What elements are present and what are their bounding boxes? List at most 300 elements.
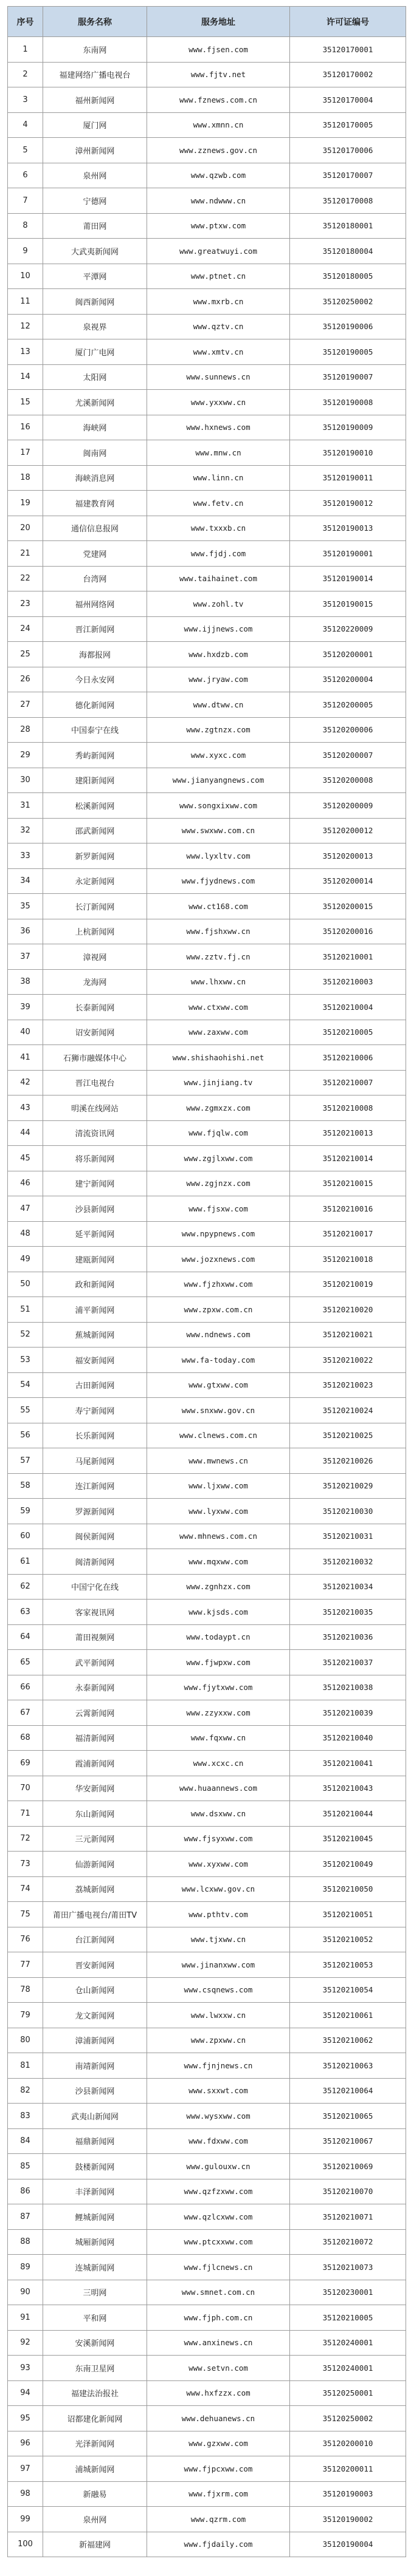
table-row xyxy=(8,1499,406,1524)
cell-license-no: 35120190009 xyxy=(290,415,406,440)
cell-service-name: 建瓯新闻网 xyxy=(43,1247,147,1272)
cell-license-no: 35120170007 xyxy=(290,163,406,188)
cell-service-url: www.fqxww.cn xyxy=(147,1725,290,1751)
cell-license-no: 35120190003 xyxy=(290,2481,406,2507)
cell-license-no: 35120210072 xyxy=(290,2229,406,2255)
cell-service-name: 东南卫星网 xyxy=(43,2356,147,2381)
cell-no: 23 xyxy=(8,591,43,617)
cell-service-name: 平潭网 xyxy=(43,264,147,289)
cell-no: 39 xyxy=(8,995,43,1020)
cell-license-no: 35120210041 xyxy=(290,1751,406,1776)
cell-service-url: www.zpxww.cn xyxy=(147,2028,290,2053)
table-row xyxy=(8,1095,406,1121)
table-row xyxy=(8,692,406,718)
cell-no: 76 xyxy=(8,1927,43,1952)
table-row xyxy=(8,1876,406,1902)
cell-license-no: 35120210039 xyxy=(290,1700,406,1726)
cell-no: 16 xyxy=(8,415,43,440)
cell-no: 73 xyxy=(8,1852,43,1877)
cell-service-name: 海峡网 xyxy=(43,415,147,440)
cell-service-url: www.txxxb.cn xyxy=(147,516,290,541)
table-row xyxy=(8,843,406,869)
cell-service-url: www.gtxww.com xyxy=(147,1372,290,1398)
cell-no: 66 xyxy=(8,1675,43,1700)
cell-service-name: 台湾网 xyxy=(43,566,147,591)
table-row xyxy=(8,2406,406,2431)
cell-service-name: 莆田视频网 xyxy=(43,1624,147,1650)
cell-no: 93 xyxy=(8,2356,43,2381)
cell-license-no: 35120200009 xyxy=(290,793,406,819)
cell-no: 6 xyxy=(8,163,43,188)
cell-service-url: www.linn.cn xyxy=(147,465,290,491)
cell-license-no: 35120190002 xyxy=(290,2507,406,2532)
cell-license-no: 35120210024 xyxy=(290,1398,406,1423)
cell-service-url: www.qzfzxww.com xyxy=(147,2179,290,2204)
cell-license-no: 35120190005 xyxy=(290,339,406,365)
cell-no: 21 xyxy=(8,541,43,567)
cell-service-name: 莆田网 xyxy=(43,213,147,239)
cell-service-name: 马尾新闻网 xyxy=(43,1448,147,1474)
table-row xyxy=(8,1322,406,1348)
cell-no: 63 xyxy=(8,1600,43,1625)
table-row xyxy=(8,1549,406,1575)
cell-license-no: 35120210037 xyxy=(290,1650,406,1675)
cell-service-name: 寿宁新闻网 xyxy=(43,1398,147,1423)
cell-service-url: www.zpxw.com.cn xyxy=(147,1297,290,1323)
cell-license-no: 35120170001 xyxy=(290,37,406,63)
cell-no: 24 xyxy=(8,616,43,642)
cell-license-no: 35120210062 xyxy=(290,2028,406,2053)
cell-license-no: 35120180005 xyxy=(290,264,406,289)
cell-service-name: 漳浦新闻网 xyxy=(43,2028,147,2053)
cell-service-url: www.hxdzb.com xyxy=(147,642,290,667)
table-row xyxy=(8,2356,406,2381)
cell-license-no: 35120210026 xyxy=(290,1448,406,1474)
table-row xyxy=(8,2179,406,2204)
cell-service-url: www.sxxwt.com xyxy=(147,2078,290,2104)
cell-service-url: www.xcxc.cn xyxy=(147,1751,290,1776)
cell-service-url: www.qzlcxww.com xyxy=(147,2204,290,2230)
cell-service-url: www.qzrm.com xyxy=(147,2507,290,2532)
cell-service-name: 荔城新闻网 xyxy=(43,1876,147,1902)
table-row xyxy=(8,1448,406,1474)
table-row xyxy=(8,1146,406,1171)
table-row xyxy=(8,2431,406,2456)
cell-no: 55 xyxy=(8,1398,43,1423)
cell-license-no: 35120210023 xyxy=(290,1372,406,1398)
cell-no: 58 xyxy=(8,1473,43,1499)
cell-license-no: 35120210022 xyxy=(290,1348,406,1373)
cell-service-url: www.ct168.com xyxy=(147,894,290,919)
cell-service-name: 新融易 xyxy=(43,2481,147,2507)
table-row xyxy=(8,1221,406,1247)
cell-service-url: www.zgjnzx.com xyxy=(147,1171,290,1196)
cell-service-url: www.fjnjnews.cn xyxy=(147,2053,290,2079)
table-row xyxy=(8,1700,406,1726)
cell-service-name: 福清新闻网 xyxy=(43,1725,147,1751)
cell-license-no: 35120210061 xyxy=(290,2003,406,2028)
table-row xyxy=(8,112,406,138)
cell-no: 51 xyxy=(8,1297,43,1323)
table-row xyxy=(8,1927,406,1952)
cell-license-no: 35120190012 xyxy=(290,491,406,516)
cell-service-name: 三元新闻网 xyxy=(43,1826,147,1852)
cell-service-name: 南靖新闻网 xyxy=(43,2053,147,2079)
cell-license-no: 35120200014 xyxy=(290,868,406,894)
cell-service-name: 延平新闻网 xyxy=(43,1221,147,1247)
table-row xyxy=(8,2330,406,2356)
cell-service-url: www.zznews.gov.cn xyxy=(147,138,290,163)
cell-no: 35 xyxy=(8,894,43,919)
cell-service-name: 新罗新闻网 xyxy=(43,843,147,869)
cell-service-url: www.fjytxww.com xyxy=(147,1675,290,1700)
cell-service-url: www.fa-today.com xyxy=(147,1348,290,1373)
cell-service-url: www.ndnews.com xyxy=(147,1322,290,1348)
cell-no: 36 xyxy=(8,919,43,944)
cell-service-url: www.ndwww.cn xyxy=(147,188,290,214)
cell-no: 67 xyxy=(8,1700,43,1726)
cell-service-url: www.fjpcxww.com xyxy=(147,2456,290,2482)
table-row xyxy=(8,642,406,667)
table-row xyxy=(8,1247,406,1272)
cell-license-no: 35120210018 xyxy=(290,1247,406,1272)
cell-service-name: 清流资讯网 xyxy=(43,1120,147,1146)
cell-license-no: 35120210006 xyxy=(290,1045,406,1071)
cell-no: 99 xyxy=(8,2507,43,2532)
cell-license-no: 35120240001 xyxy=(290,2356,406,2381)
cell-service-name: 福建法治报社 xyxy=(43,2380,147,2406)
cell-service-name: 厦门网 xyxy=(43,112,147,138)
header-no: 序号 xyxy=(8,7,43,37)
cell-license-no: 35120210005 xyxy=(290,2305,406,2331)
table-row xyxy=(8,2229,406,2255)
table-header xyxy=(8,7,406,37)
cell-service-url: www.xyxc.com xyxy=(147,743,290,768)
cell-service-name: 安溪新闻网 xyxy=(43,2330,147,2356)
cell-no: 5 xyxy=(8,138,43,163)
table-row xyxy=(8,1977,406,2003)
table-row xyxy=(8,591,406,617)
cell-service-url: www.jryaw.com xyxy=(147,667,290,692)
cell-license-no: 35120200011 xyxy=(290,2456,406,2482)
cell-service-url: www.fjxrm.com xyxy=(147,2481,290,2507)
cell-service-url: www.shishaohishi.net xyxy=(147,1045,290,1071)
table-row xyxy=(8,465,406,491)
cell-no: 53 xyxy=(8,1348,43,1373)
cell-license-no: 35120210050 xyxy=(290,1876,406,1902)
cell-no: 97 xyxy=(8,2456,43,2482)
cell-service-url: www.mqxww.com xyxy=(147,1549,290,1575)
cell-license-no: 35120200013 xyxy=(290,843,406,869)
cell-service-name: 松溪新闻网 xyxy=(43,793,147,819)
cell-service-name: 泉州网 xyxy=(43,2507,147,2532)
cell-license-no: 35120250001 xyxy=(290,2380,406,2406)
cell-no: 18 xyxy=(8,465,43,491)
table-row xyxy=(8,818,406,843)
cell-service-url: www.yxxww.cn xyxy=(147,390,290,415)
cell-service-name: 闽侯新闻网 xyxy=(43,1524,147,1549)
table-row xyxy=(8,213,406,239)
cell-license-no: 35120200007 xyxy=(290,743,406,768)
cell-service-name: 沙县新闻网 xyxy=(43,1196,147,1222)
cell-license-no: 35120190004 xyxy=(290,2532,406,2557)
cell-no: 83 xyxy=(8,2104,43,2129)
cell-service-name: 平和网 xyxy=(43,2305,147,2331)
cell-license-no: 35120210054 xyxy=(290,1977,406,2003)
cell-no: 31 xyxy=(8,793,43,819)
cell-no: 64 xyxy=(8,1624,43,1650)
cell-license-no: 35120210038 xyxy=(290,1675,406,1700)
cell-license-no: 35120210015 xyxy=(290,1171,406,1196)
cell-service-url: www.gulouxw.cn xyxy=(147,2154,290,2179)
cell-service-name: 浦平新闻网 xyxy=(43,1297,147,1323)
cell-service-url: www.kjsds.com xyxy=(147,1600,290,1625)
cell-license-no: 35120210029 xyxy=(290,1473,406,1499)
cell-no: 41 xyxy=(8,1045,43,1071)
cell-no: 86 xyxy=(8,2179,43,2204)
cell-service-url: www.todaypt.cn xyxy=(147,1624,290,1650)
cell-service-name: 沙县新闻网 xyxy=(43,2078,147,2104)
cell-service-url: www.zohl.tv xyxy=(147,591,290,617)
table-row xyxy=(8,2380,406,2406)
cell-service-url: www.fjqlw.com xyxy=(147,1120,290,1146)
header-license-no: 许可证编号 xyxy=(290,7,406,37)
cell-service-url: www.hxfzzx.com xyxy=(147,2380,290,2406)
cell-license-no: 35120210052 xyxy=(290,1927,406,1952)
cell-service-url: www.anxinews.cn xyxy=(147,2330,290,2356)
cell-no: 37 xyxy=(8,944,43,970)
cell-license-no: 35120210053 xyxy=(290,1952,406,1978)
table-row xyxy=(8,1751,406,1776)
cell-service-name: 光泽新闻网 xyxy=(43,2431,147,2456)
cell-no: 71 xyxy=(8,1801,43,1827)
cell-service-url: www.dsxww.cn xyxy=(147,1801,290,1827)
cell-service-name: 中国泰宁在线 xyxy=(43,717,147,743)
cell-license-no: 35120210045 xyxy=(290,1826,406,1852)
cell-service-name: 连江新闻网 xyxy=(43,1473,147,1499)
cell-service-url: www.xmnn.cn xyxy=(147,112,290,138)
cell-service-url: www.xmtv.cn xyxy=(147,339,290,365)
cell-license-no: 35120210020 xyxy=(290,1297,406,1323)
cell-service-url: www.fdxww.com xyxy=(147,2128,290,2154)
table-row xyxy=(8,616,406,642)
cell-no: 48 xyxy=(8,1221,43,1247)
cell-license-no: 35120180001 xyxy=(290,213,406,239)
header-row xyxy=(8,7,406,37)
cell-no: 59 xyxy=(8,1499,43,1524)
cell-service-name: 秀屿新闻网 xyxy=(43,743,147,768)
cell-service-name: 诏安新闻网 xyxy=(43,1020,147,1045)
cell-service-url: www.fjlcnews.cn xyxy=(147,2255,290,2280)
cell-no: 85 xyxy=(8,2154,43,2179)
cell-license-no: 35120200006 xyxy=(290,717,406,743)
cell-license-no: 35120220009 xyxy=(290,616,406,642)
table-row xyxy=(8,1624,406,1650)
table-row xyxy=(8,868,406,894)
cell-license-no: 35120170002 xyxy=(290,62,406,87)
cell-service-url: www.ptnet.cn xyxy=(147,264,290,289)
cell-license-no: 35120210008 xyxy=(290,1095,406,1121)
cell-no: 98 xyxy=(8,2481,43,2507)
table-row xyxy=(8,415,406,440)
cell-service-name: 华安新闻网 xyxy=(43,1776,147,1801)
cell-license-no: 35120210034 xyxy=(290,1574,406,1600)
table-row xyxy=(8,2154,406,2179)
cell-service-name: 党建网 xyxy=(43,541,147,567)
cell-license-no: 35120210065 xyxy=(290,2104,406,2129)
cell-license-no: 35120210036 xyxy=(290,1624,406,1650)
table-row xyxy=(8,1524,406,1549)
cell-service-name: 建宁新闻网 xyxy=(43,1171,147,1196)
cell-service-url: www.lyxww.com xyxy=(147,1499,290,1524)
cell-license-no: 35120230001 xyxy=(290,2280,406,2305)
cell-license-no: 35120200001 xyxy=(290,642,406,667)
cell-license-no: 35120210030 xyxy=(290,1499,406,1524)
table-row xyxy=(8,1070,406,1095)
cell-license-no: 35120210063 xyxy=(290,2053,406,2079)
cell-service-name: 永泰新闻网 xyxy=(43,1675,147,1700)
cell-service-url: www.fjsyxww.com xyxy=(147,1826,290,1852)
cell-service-url: www.clnews.com.cn xyxy=(147,1423,290,1448)
cell-license-no: 35120240001 xyxy=(290,2330,406,2356)
cell-service-url: www.fetv.cn xyxy=(147,491,290,516)
cell-service-name: 古田新闻网 xyxy=(43,1372,147,1398)
cell-license-no: 35120210005 xyxy=(290,1020,406,1045)
cell-license-no: 35120210001 xyxy=(290,944,406,970)
cell-service-url: www.jianyangnews.com xyxy=(147,768,290,793)
cell-no: 29 xyxy=(8,743,43,768)
table-row xyxy=(8,390,406,415)
cell-service-url: www.zgjlxww.com xyxy=(147,1146,290,1171)
cell-no: 54 xyxy=(8,1372,43,1398)
table-row xyxy=(8,1574,406,1600)
cell-no: 27 xyxy=(8,692,43,718)
cell-no: 72 xyxy=(8,1826,43,1852)
cell-no: 9 xyxy=(8,239,43,264)
cell-service-name: 建阳新闻网 xyxy=(43,768,147,793)
cell-no: 10 xyxy=(8,264,43,289)
cell-no: 19 xyxy=(8,491,43,516)
cell-service-name: 城厢新闻网 xyxy=(43,2229,147,2255)
cell-no: 17 xyxy=(8,440,43,466)
cell-service-name: 今日永安网 xyxy=(43,667,147,692)
cell-service-url: www.fjsxw.com xyxy=(147,1196,290,1222)
table-row xyxy=(8,2507,406,2532)
cell-license-no: 35120210069 xyxy=(290,2154,406,2179)
table-row xyxy=(8,1826,406,1852)
cell-license-no: 35120210019 xyxy=(290,1272,406,1297)
cell-license-no: 35120200015 xyxy=(290,894,406,919)
table-row xyxy=(8,1600,406,1625)
cell-service-name: 泉州网 xyxy=(43,163,147,188)
cell-service-url: www.fjzhxww.com xyxy=(147,1272,290,1297)
cell-license-no: 35120170008 xyxy=(290,188,406,214)
cell-service-name: 大武夷新闻网 xyxy=(43,239,147,264)
table-row xyxy=(8,2028,406,2053)
cell-service-name: 浦城新闻网 xyxy=(43,2456,147,2482)
cell-no: 61 xyxy=(8,1549,43,1575)
cell-service-name: 福建教育网 xyxy=(43,491,147,516)
cell-no: 79 xyxy=(8,2003,43,2028)
cell-service-url: www.fjdaily.com xyxy=(147,2532,290,2557)
table-row xyxy=(8,1272,406,1297)
cell-license-no: 35120200010 xyxy=(290,2431,406,2456)
cell-service-name: 永定新闻网 xyxy=(43,868,147,894)
cell-license-no: 35120190006 xyxy=(290,314,406,339)
cell-license-no: 35120210031 xyxy=(290,1524,406,1549)
table-row xyxy=(8,1120,406,1146)
cell-service-name: 德化新闻网 xyxy=(43,692,147,718)
cell-license-no: 35120190007 xyxy=(290,364,406,390)
table-row xyxy=(8,440,406,466)
cell-service-name: 海都报网 xyxy=(43,642,147,667)
table-row xyxy=(8,995,406,1020)
table-row xyxy=(8,2078,406,2104)
cell-service-url: www.ctxww.com xyxy=(147,995,290,1020)
cell-license-no: 35120190008 xyxy=(290,390,406,415)
cell-service-name: 台江新闻网 xyxy=(43,1927,147,1952)
cell-no: 95 xyxy=(8,2406,43,2431)
cell-service-url: www.jozxnews.com xyxy=(147,1247,290,1272)
cell-no: 1 xyxy=(8,37,43,63)
cell-license-no: 35120210021 xyxy=(290,1322,406,1348)
cell-service-url: www.tjxww.cn xyxy=(147,1927,290,1952)
cell-license-no: 35120210071 xyxy=(290,2204,406,2230)
table-row xyxy=(8,1020,406,1045)
cell-license-no: 35120210017 xyxy=(290,1221,406,1247)
table-row xyxy=(8,2280,406,2305)
cell-no: 3 xyxy=(8,87,43,113)
cell-service-url: www.ptxw.com xyxy=(147,213,290,239)
table-row xyxy=(8,1473,406,1499)
cell-service-name: 漳州新闻网 xyxy=(43,138,147,163)
cell-license-no: 35120210067 xyxy=(290,2128,406,2154)
table-row xyxy=(8,264,406,289)
cell-no: 32 xyxy=(8,818,43,843)
cell-license-no: 35120210043 xyxy=(290,1776,406,1801)
cell-service-name: 东山新闻网 xyxy=(43,1801,147,1827)
table-row xyxy=(8,1675,406,1700)
cell-service-name: 尤溪新闻网 xyxy=(43,390,147,415)
cell-no: 78 xyxy=(8,1977,43,2003)
cell-no: 44 xyxy=(8,1120,43,1146)
license-table-sheet xyxy=(7,6,406,2557)
cell-service-name: 仓山新闻网 xyxy=(43,1977,147,2003)
table-row xyxy=(8,2003,406,2028)
table-row xyxy=(8,919,406,944)
cell-service-name: 鼓楼新闻网 xyxy=(43,2154,147,2179)
cell-service-name: 鲤城新闻网 xyxy=(43,2204,147,2230)
table-row xyxy=(8,289,406,315)
table-row xyxy=(8,667,406,692)
cell-license-no: 35120210035 xyxy=(290,1600,406,1625)
cell-no: 26 xyxy=(8,667,43,692)
cell-service-name: 厦门广电网 xyxy=(43,339,147,365)
cell-service-name: 武平新闻网 xyxy=(43,1650,147,1675)
cell-service-name: 中国宁化在线 xyxy=(43,1574,147,1600)
table-row xyxy=(8,768,406,793)
cell-no: 100 xyxy=(8,2532,43,2557)
cell-service-url: www.huaannews.com xyxy=(147,1776,290,1801)
table-row xyxy=(8,188,406,214)
cell-service-url: www.setvn.com xyxy=(147,2356,290,2381)
cell-service-name: 福鼎新闻网 xyxy=(43,2128,147,2154)
cell-no: 69 xyxy=(8,1751,43,1776)
cell-service-name: 仙游新闻网 xyxy=(43,1852,147,1877)
cell-license-no: 35120210064 xyxy=(290,2078,406,2104)
cell-service-url: www.fjwpxw.com xyxy=(147,1650,290,1675)
cell-no: 4 xyxy=(8,112,43,138)
